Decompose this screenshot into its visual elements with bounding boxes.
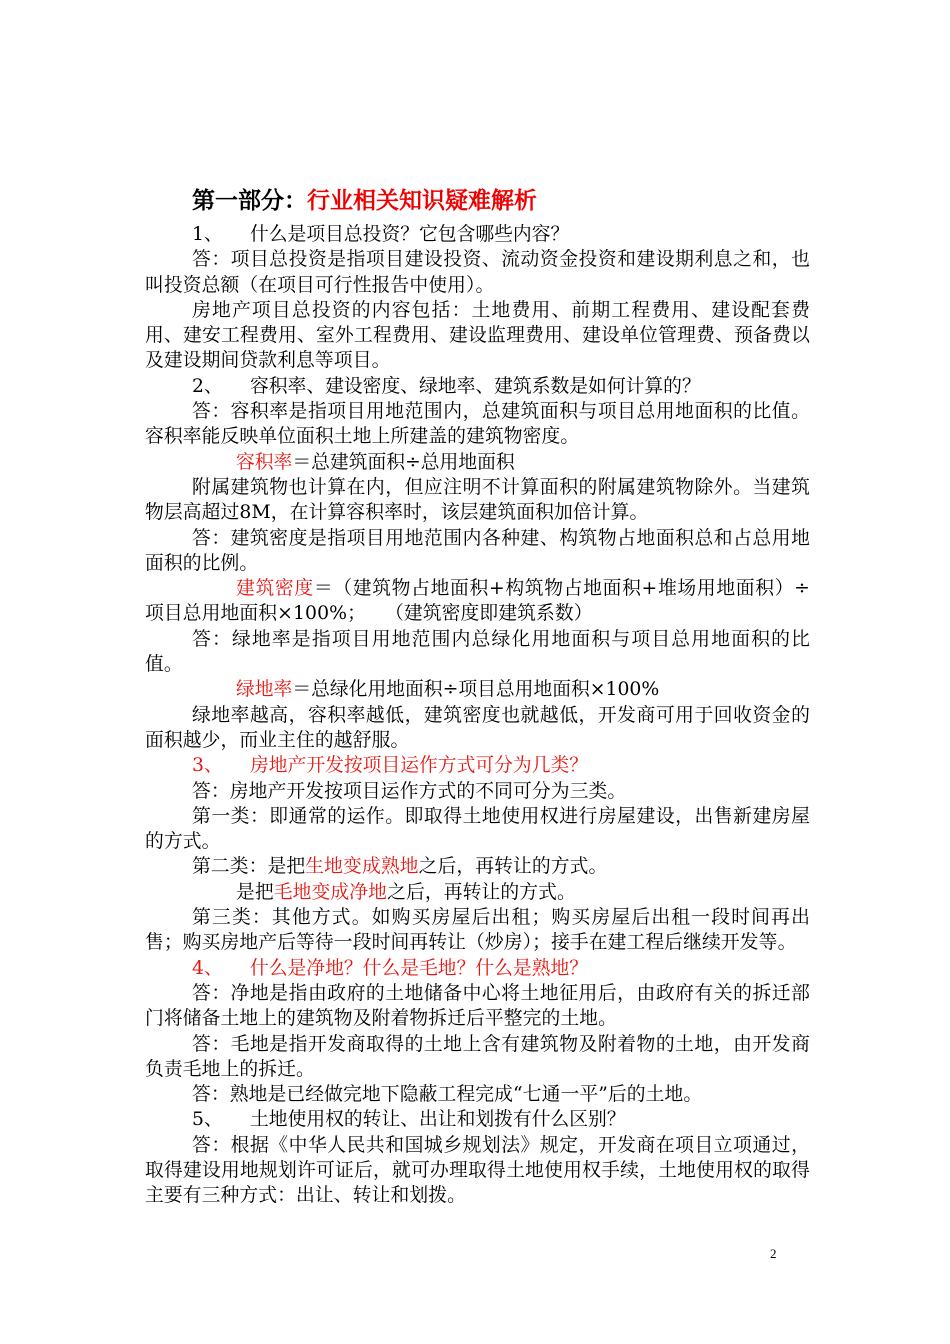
question-4 — [145, 956, 810, 981]
paragraph: 答：毛地是指开发商取得的土地上含有建筑物及附着物的土地，由开发商负责毛地上的拆迁。 — [145, 1033, 810, 1080]
paragraph: 答：净地是指由政府的土地储备中心将土地征用后，由政府有关的拆迁部门将储备土地上的建筑物及附着物拆迁后平整完的土地。 — [145, 982, 810, 1030]
formula-body: ＝总建筑面积÷总用地面积 — [292, 451, 515, 473]
paragraph: 答：房地产开发按项目运作方式的不同可分为三类。 — [192, 780, 627, 802]
paragraph: 第一类：即通常的运作。即取得土地使用权进行房屋建设，出售新建房屋的方式。 — [145, 805, 810, 853]
highlight-term: 生地变成熟地 — [305, 856, 419, 878]
question-number: 1、 — [192, 224, 223, 245]
formula-body: ＝总绿化用地面积÷项目总用地面积×100% — [292, 679, 660, 701]
question-text: 土地使用权的转让、出让和划拨有什么区别？ — [250, 1109, 626, 1131]
paragraph — [145, 854, 810, 879]
question-3 — [145, 753, 810, 778]
paragraph: 答：建筑密度是指项目用地范围内各种建、构筑物占地面积总和占总用地面积的比例。 — [145, 527, 810, 574]
page-content — [145, 182, 810, 1209]
section-title — [192, 182, 810, 220]
formula-green-ratio — [145, 677, 810, 702]
question-text: 什么是净地？什么是毛地？什么是熟地？ — [250, 957, 589, 979]
question-number: 5、 — [192, 1109, 223, 1131]
question-number: 3、 — [192, 755, 223, 777]
paragraph: 答：熟地是已经做完地下隐蔽工程完成“七通一平”后的土地。 — [192, 1084, 703, 1106]
section-title-main: 行业相关知识疑难解析 — [307, 187, 537, 214]
paragraph: 答：容积率是指项目用地范围内，总建筑面积与项目总用地面积的比值。容积率能反映单位面积土地上所建盖的建筑物密度。 — [145, 401, 810, 448]
question-text: 房地产开发按项目运作方式可分为几类？ — [250, 755, 589, 777]
question-number: 4、 — [192, 957, 223, 979]
paragraph: 答：绿地率是指项目用地范围内总绿化用地面积与项目总用地面积的比值。 — [145, 628, 810, 676]
formula-body: ＝（建筑物占地面积+构筑物占地面积+堆场用地面积）÷项目总用地面积×100%； （建筑密度即建筑系数） — [145, 578, 810, 625]
question-number: 2、 — [192, 375, 223, 397]
page-number: 2 — [770, 1246, 777, 1261]
highlight-term: 毛地变成净地 — [273, 881, 388, 903]
question-text: 什么是项目总投资？它包含哪些内容？ — [250, 224, 570, 245]
text-run: 之后，再转让的方式。 — [387, 881, 576, 903]
text-run: 第二类：是把 — [192, 856, 306, 878]
paragraph: 绿地率越高，容积率越低，建筑密度也就越低，开发商可用于回收资金的面积越少，而业主住的越舒服。 — [145, 704, 810, 751]
formula-term: 建筑密度 — [236, 578, 314, 600]
formula-building-density — [145, 576, 810, 627]
paragraph: 房地产项目总投资的内容包括：土地费用、前期工程费用、建设配套费用、建安工程费用、室外工程费用、建设监理费用、建设单位管理费、预备费以及建设期间贷款利息等项目。 — [145, 299, 810, 372]
question-1 — [145, 222, 810, 247]
formula-term: 容积率 — [236, 451, 293, 473]
formula-term: 绿地率 — [236, 679, 293, 701]
paragraph: 附属建筑物也计算在内，但应注明不计算面积的附属建筑物除外。当建筑物层高超过8M，在计算容积率时，该层建筑面积加倍计算。 — [145, 476, 810, 524]
paragraph: 答：项目总投资是指项目建设投资、流动资金投资和建设期利息之和，也叫投资总额（在项目可行性报告中使用）。 — [145, 249, 810, 296]
question-text: 容积率、建设密度、绿地率、建筑系数是如何计算的？ — [250, 375, 701, 397]
paragraph — [145, 880, 810, 905]
paragraph: 第三类：其他方式。如购买房屋后出租；购买房屋后出租一段时间再出售；购买房地产后等待一段时间再转让（炒房）；接手在建工程后继续开发等。 — [145, 907, 810, 954]
paragraph: 答：根据《中华人民共和国城乡规划法》规定，开发商在项目立项通过，取得建设用地规划许可证后，就可办理取得土地使用权手续，土地使用权的取得主要有三种方式：出让、转让和划拨。 — [145, 1134, 810, 1207]
section-title-prefix: 第一部分： — [192, 187, 307, 214]
question-5 — [145, 1107, 810, 1132]
question-2 — [145, 374, 810, 399]
text-run: 之后，再转让的方式。 — [418, 856, 608, 878]
text-run: 是把 — [236, 881, 274, 903]
formula-plot-ratio — [145, 450, 810, 475]
